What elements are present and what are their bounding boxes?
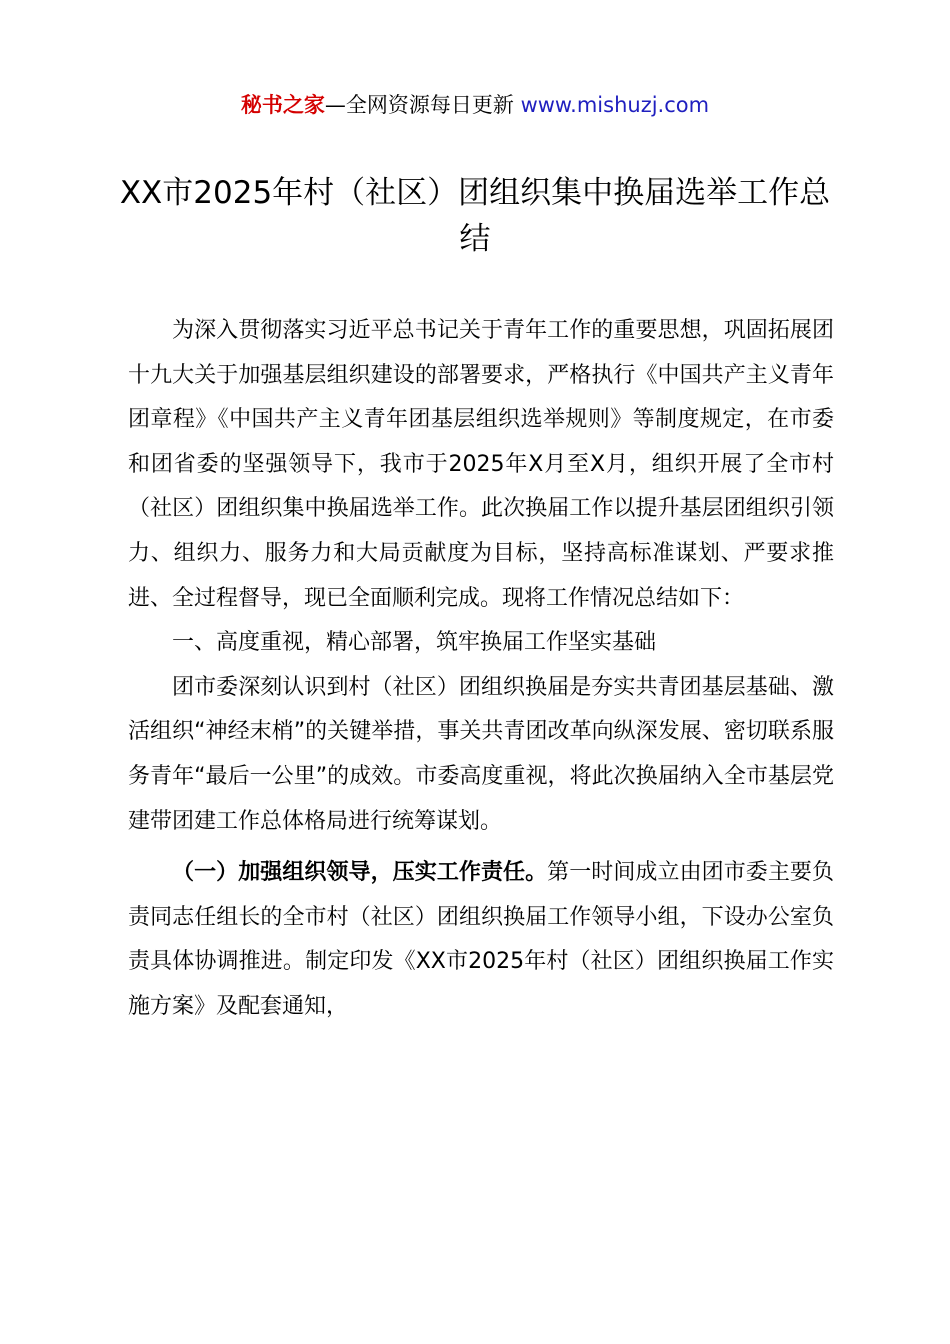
site-url-link[interactable]: www.mishuzj.com xyxy=(520,93,710,117)
document-title: XX市2025年村（社区）团组织集中换届选举工作总结 xyxy=(119,175,831,257)
subsection-1-paragraph xyxy=(128,851,834,1029)
section-heading-1: 一、高度重视，精心部署，筑牢换届工作坚实基础 xyxy=(172,630,657,656)
subsection-1-text: 第一时间成立由团市委主要负责同志任组长的全市村（社区）团组织换届工作领导小组，下设办公室负责具体协调推进。制定印发《XX市2025年村（社区）团组织换届工作实施方案》及配套通知， xyxy=(128,860,834,1019)
site-brand: 秘书之家 xyxy=(240,93,325,117)
site-tagline: —全网资源每日更新 xyxy=(324,93,521,117)
subsection-1-lead: （一）加强组织领导，压实工作责任。 xyxy=(172,860,548,886)
intro-paragraph: 为深入贯彻落实习近平总书记关于青年工作的重要思想，巩固拓展团十九大关于加强基层组织建设的部署要求，严格执行《中国共产主义青年团章程》《中国共产主义青年团基层组织选举规则》等制度规定，在市委和团省委的坚强领导下，我市于2025年X月至X月，组织开展了全市村（社区）团组织集中换届选举工作。此次换届工作以提升基层团组织引领力、组织力、服务力和大局贡献度为目标，坚持高标准谋划、严要求推进、全过程督导，现已全面顺利完成。现将工作情况总结如下： xyxy=(128,318,834,611)
section-1-paragraph: 团市委深刻认识到村（社区）团组织换届是夯实共青团基层基础、激活组织“神经末梢”的关键举措，事关共青团改革向纵深发展、密切联系服务青年“最后一公里”的成效。市委高度重视，将此次换届纳入全市基层党建带团建工作总体格局进行统筹谋划。 xyxy=(128,674,834,834)
site-header xyxy=(0,88,950,122)
paragraph-spacer xyxy=(128,844,834,851)
document-body xyxy=(128,309,834,1030)
